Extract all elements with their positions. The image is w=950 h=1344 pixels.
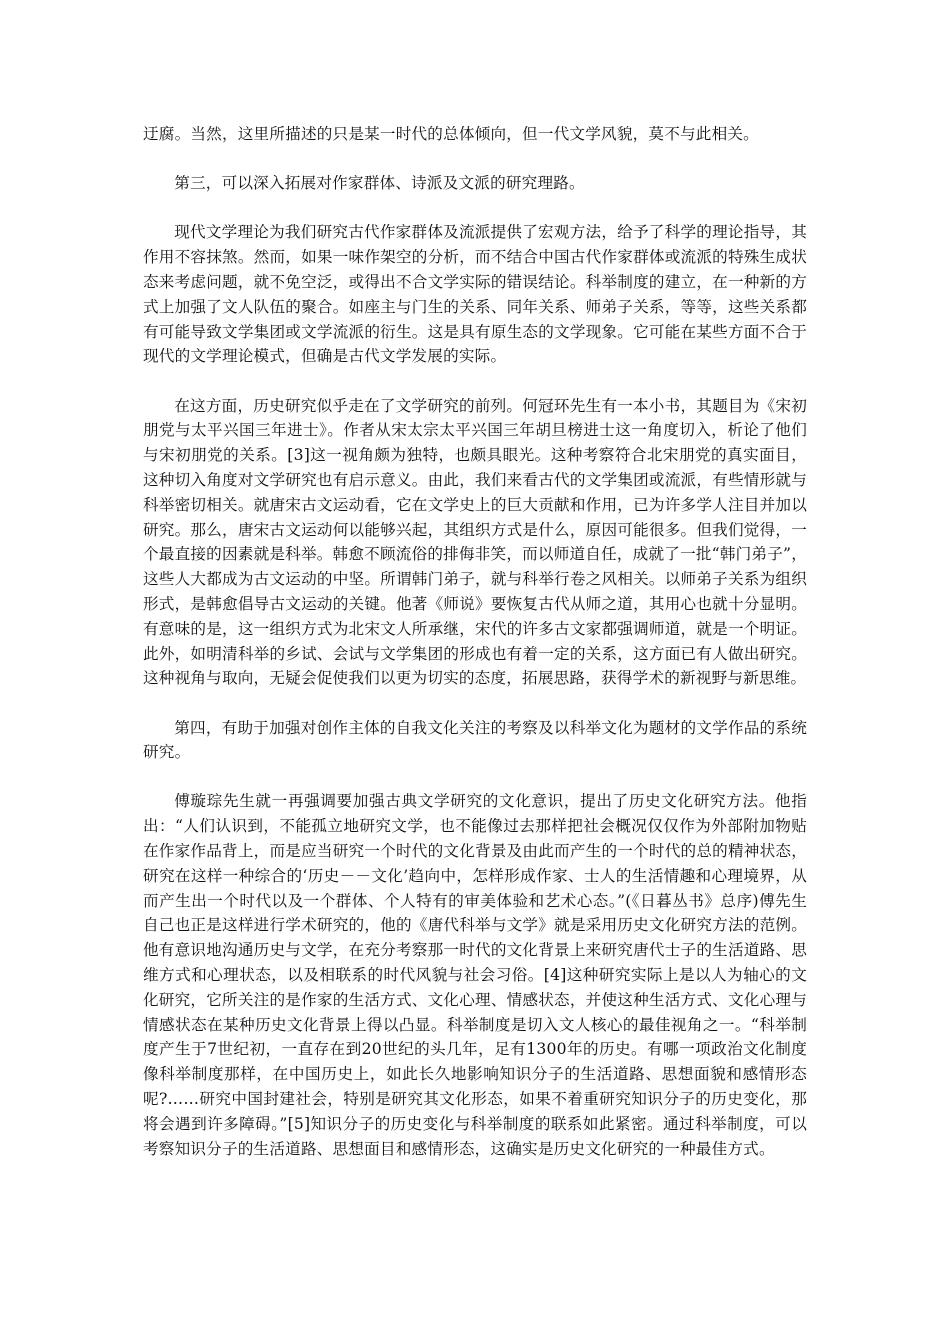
document-body bbox=[143, 122, 807, 1186]
paragraph-historical-research: 在这方面，历史研究似乎走在了文学研究的前列。何冠环先生有一本小书，其题目为《宋初朋党与太平兴国三年进士》。作者从宋太宗太平兴国三年胡旦榜进士这一角度切入，析论了他们与宋初朋党的关系。[3]这一视角颇为独特，也颇具眼光。这种考察符合北宋朋党的真实面目，这种切入角度对文学研究也有启示意义。由此，我们来看古代的文学集团或流派，有些情形就与科举密切相关。就唐宋古文运动看，它在文学史上的巨大贡献和作用，已为许多学人注目并加以研究。那么，唐宋古文运动何以能够兴起，其组织方式是什么，原因可能很多。但我们觉得，一个最直接的因素就是科举。韩愈不顾流俗的排侮非笑，而以师道自任，成就了一批“韩门弟子”，这些人大都成为古文运动的中坚。所谓韩门弟子，就与科举行卷之风相关。以师弟子关系为组织形式，是韩愈倡导古文运动的关键。他著《师说》要恢复古代从师之道，其用心也就十分显明。有意味的是，这一组织方式为北宋文人所承继，宋代的许多古文家都强调师道，就是一个明证。此外，如明清科举的乡试、会试与文学集团的形成也有着一定的关系，这方面已有人做出研究。这种视角与取向，无疑会促使我们以更为切实的态度，拓展思路，获得学术的新视野与新思维。 bbox=[143, 396, 807, 688]
paragraph-modern-theory: 现代文学理论为我们研究古代作家群体及流派提供了宏观方法，给予了科学的理论指导，其作用不容抹煞。然而，如果一味作架空的分析，而不结合中国古代作家群体或流派的特殊生成状态来考虑问题，就不免空泛，或得出不合文学实际的错误结论。科举制度的建立，在一种新的方式上加强了文人队伍的聚合。如座主与门生的关系、同年关系、师弟子关系，等等，这些关系都有可能导致文学集团或文学流派的衍生。这是具有原生态的文学现象。它可能在某些方面不合于现代的文学理论模式，但确是古代文学发展的实际。 bbox=[143, 223, 807, 366]
paragraph-point-four-heading: 第四，有助于加强对创作主体的自我文化关注的考察及以科举文化为题材的文学作品的系统研究。 bbox=[143, 718, 807, 762]
paragraph-continuation: 迂腐。当然，这里所描述的只是某一时代的总体倾向，但一代文学风貌，莫不与此相关。 bbox=[143, 125, 759, 143]
paragraph-point-three-heading: 第三，可以深入拓展对作家群体、诗派及文派的研究理路。 bbox=[174, 174, 585, 193]
paragraph-cultural-research: 傅璇琮先生就一再强调要加强古典文学研究的文化意识，提出了历史文化研究方法。他指出：“人们认识到，不能孤立地研究文学，也不能像过去那样把社会概况仅仅作为外部附加物贴在作家作品背上，而是应当研究一个时代的文化背景及由此而产生的一个时代的总的精神状态，研究在这样一种综合的‘历史－－文化’趋向中，怎样形成作家、士人的生活情趣和心理境界，从而产生出一个时代以及一个群体、个人特有的审美体验和艺术心态。”(《日暮丛书》总序)傅先生自己也正是这样进行学术研究的，他的《唐代科举与文学》就是采用历史文化研究方法的范例。他有意识地沟通历史与文学，在充分考察那一时代的文化背景上来研究唐代士子的生活道路、思维方式和心理状态，以及相联系的时代风貌与社会习俗。[4]这种研究实际上是以人为轴心的文化研究，它所关注的是作家的生活方式、文化心理、情感状态，并使这种生活方式、文化心理与情感状态在某种历史文化背景上得以凸显。科举制度是切入文人核心的最佳视角之一。“科举制度产生于7世纪初，一直存在到20世纪的头几年，足有1300年的历史。有哪一项政治文化制度像科举制度那样，在中国历史上，如此长久地影响知识分子的生活道路、思想面貌和感情形态呢?……研究中国封建社会，特别是研究其文化形态，如果不着重研究知识分子的历史变化，那将会遇到许多障碍。”[5]知识分子的历史变化与科举制度的联系如此紧密。通过科举制度，可以考察知识分子的生活道路、思想面目和感情形态，这确实是历史文化研究的一种最佳方式。 bbox=[143, 792, 807, 1158]
